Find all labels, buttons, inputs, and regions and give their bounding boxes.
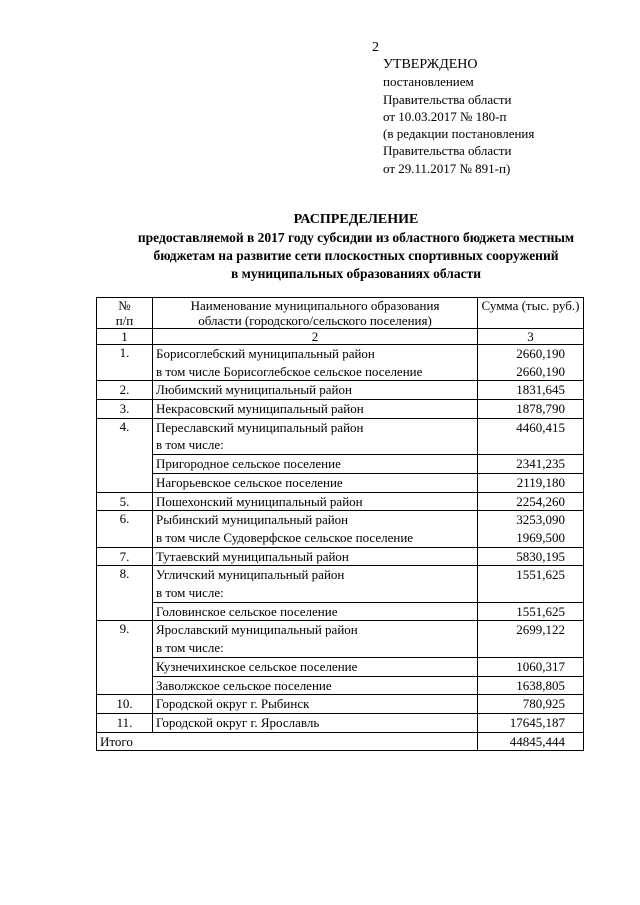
row-value <box>478 511 584 547</box>
row-number: 8. <box>97 566 153 621</box>
row-name-line: Переславский муниципальный район <box>156 419 364 435</box>
sub-row-name: Нагорьевское сельское поселение <box>153 473 478 492</box>
row-value <box>478 418 584 454</box>
row-number: 5. <box>97 492 153 511</box>
row-name <box>153 713 478 732</box>
sub-row-name: Кузнечихинское сельское поселение <box>153 657 478 676</box>
header-number: № п/п <box>97 298 153 329</box>
row-name-line: в том числе: <box>156 640 224 656</box>
row-value-line: 1969,500 <box>516 529 565 545</box>
sub-row-name: Головинское сельское поселение <box>153 602 478 621</box>
sub-row-name: Пригородное сельское поселение <box>153 455 478 474</box>
row-number: 1. <box>97 345 153 381</box>
total-row <box>97 732 584 751</box>
sub-row <box>97 676 584 695</box>
table-row <box>97 492 584 511</box>
row-name <box>153 621 478 657</box>
table-row <box>97 713 584 732</box>
row-name <box>153 418 478 454</box>
table-row <box>97 381 584 400</box>
approval-line: Правительства области <box>383 91 512 107</box>
row-name <box>153 381 478 400</box>
sub-row-value: 1551,625 <box>478 602 584 621</box>
row-name-line: Ярославский муниципальный район <box>156 622 358 638</box>
table-row <box>97 547 584 566</box>
row-value-line: 2254,260 <box>516 493 565 509</box>
row-value <box>478 381 584 400</box>
approval-line: УТВЕРЖДЕНО <box>383 57 478 72</box>
table-row <box>97 566 584 602</box>
row-value <box>478 400 584 419</box>
table-header-row <box>97 298 584 329</box>
row-name-line: в том числе Борисоглебское сельское поселение <box>156 363 423 379</box>
row-value-line: 4460,415 <box>516 419 565 435</box>
total-label: Итого <box>97 732 478 751</box>
column-number: 3 <box>478 329 584 345</box>
row-value-line: 3253,090 <box>516 512 565 528</box>
column-number: 2 <box>153 329 478 345</box>
row-name-line: Борисоглебский муниципальный район <box>156 346 375 361</box>
sub-row-value: 2119,180 <box>478 473 584 492</box>
row-name-line: Пошехонский муниципальный район <box>156 493 363 509</box>
row-number: 9. <box>97 621 153 695</box>
row-number: 4. <box>97 418 153 492</box>
approval-line: Правительства области <box>383 143 512 159</box>
row-value <box>478 621 584 657</box>
title-subline: предоставляемой в 2017 году субсидии из областного бюджета местным <box>137 230 575 245</box>
page-number: 2 <box>372 40 379 55</box>
header-sum: Сумма (тыс. руб.) <box>478 298 584 329</box>
sub-row-value: 1638,805 <box>478 676 584 695</box>
row-name <box>153 511 478 547</box>
title-subline: бюджетам на развитие сети плоскостных спортивных сооружений <box>153 248 559 263</box>
row-name-line: в том числе Судоверфское сельское поселение <box>156 529 414 545</box>
row-number: 11. <box>97 713 153 732</box>
sub-row <box>97 455 584 474</box>
sub-row-value: 2341,235 <box>478 455 584 474</box>
row-value-line <box>481 436 565 454</box>
row-name <box>153 547 478 566</box>
column-number-row <box>97 329 584 345</box>
row-value-line: 2660,190 <box>516 346 565 361</box>
table-row <box>97 345 584 381</box>
row-name-line: Рыбинский муниципальный район <box>156 512 349 528</box>
row-value-line: 1831,645 <box>516 382 565 398</box>
approval-line: от 29.11.2017 № 891-п) <box>383 160 511 176</box>
row-name-line: Тутаевский муниципальный район <box>156 548 349 564</box>
table-row <box>97 621 584 657</box>
document-title <box>0 211 640 283</box>
row-value-line: 1551,625 <box>516 567 565 583</box>
row-value-line <box>481 639 565 657</box>
approval-line: постановлением <box>383 74 474 90</box>
row-number: 10. <box>97 695 153 714</box>
row-value-line: 780,925 <box>522 696 565 712</box>
row-name <box>153 345 478 381</box>
row-name <box>153 400 478 419</box>
total-value: 44845,444 <box>478 732 584 751</box>
row-value <box>478 547 584 566</box>
column-number: 1 <box>97 329 153 345</box>
approval-line: (в редакции постановления <box>383 126 535 142</box>
row-value <box>478 345 584 381</box>
row-value <box>478 713 584 732</box>
row-name-line: Угличский муниципальный район <box>156 567 345 583</box>
sub-row <box>97 657 584 676</box>
row-name-line: Городской округ г. Ярославль <box>156 714 320 730</box>
row-number: 7. <box>97 547 153 566</box>
sub-row <box>97 473 584 492</box>
row-number: 2. <box>97 381 153 400</box>
row-value-line: 1878,790 <box>516 401 565 417</box>
row-value-line: 2660,190 <box>516 363 565 379</box>
header-name: Наименование муниципального образования области (городского/сельского поселения) <box>153 298 478 329</box>
row-name-line: в том числе: <box>156 437 224 453</box>
row-value-line: 17645,187 <box>509 714 565 730</box>
row-name-line: Некрасовский муниципальный район <box>156 401 364 417</box>
row-name-line: Любимский муниципальный район <box>156 382 352 398</box>
sub-row-value: 1060,317 <box>478 657 584 676</box>
sub-row <box>97 602 584 621</box>
row-name <box>153 566 478 602</box>
row-value <box>478 695 584 714</box>
row-value-line: 2699,122 <box>516 622 565 638</box>
row-name <box>153 492 478 511</box>
distribution-table <box>96 297 584 751</box>
table-row <box>97 511 584 547</box>
row-value <box>478 566 584 602</box>
row-name <box>153 695 478 714</box>
sub-row-name: Заволжское сельское поселение <box>153 676 478 695</box>
row-name-line: Городской округ г. Рыбинск <box>156 696 310 712</box>
title-main: РАСПРЕДЕЛЕНИЕ <box>293 212 419 227</box>
table-row <box>97 418 584 454</box>
row-number: 6. <box>97 511 153 547</box>
row-name-line: в том числе: <box>156 585 224 601</box>
approval-line: от 10.03.2017 № 180-п <box>383 108 507 124</box>
row-value-line <box>481 584 565 602</box>
table-row <box>97 695 584 714</box>
row-value-line: 5830,195 <box>516 548 565 564</box>
row-number: 3. <box>97 400 153 419</box>
title-subline: в муниципальных образованиях области <box>231 266 481 281</box>
approval-stamp <box>383 56 534 177</box>
row-value <box>478 492 584 511</box>
table-row <box>97 400 584 419</box>
